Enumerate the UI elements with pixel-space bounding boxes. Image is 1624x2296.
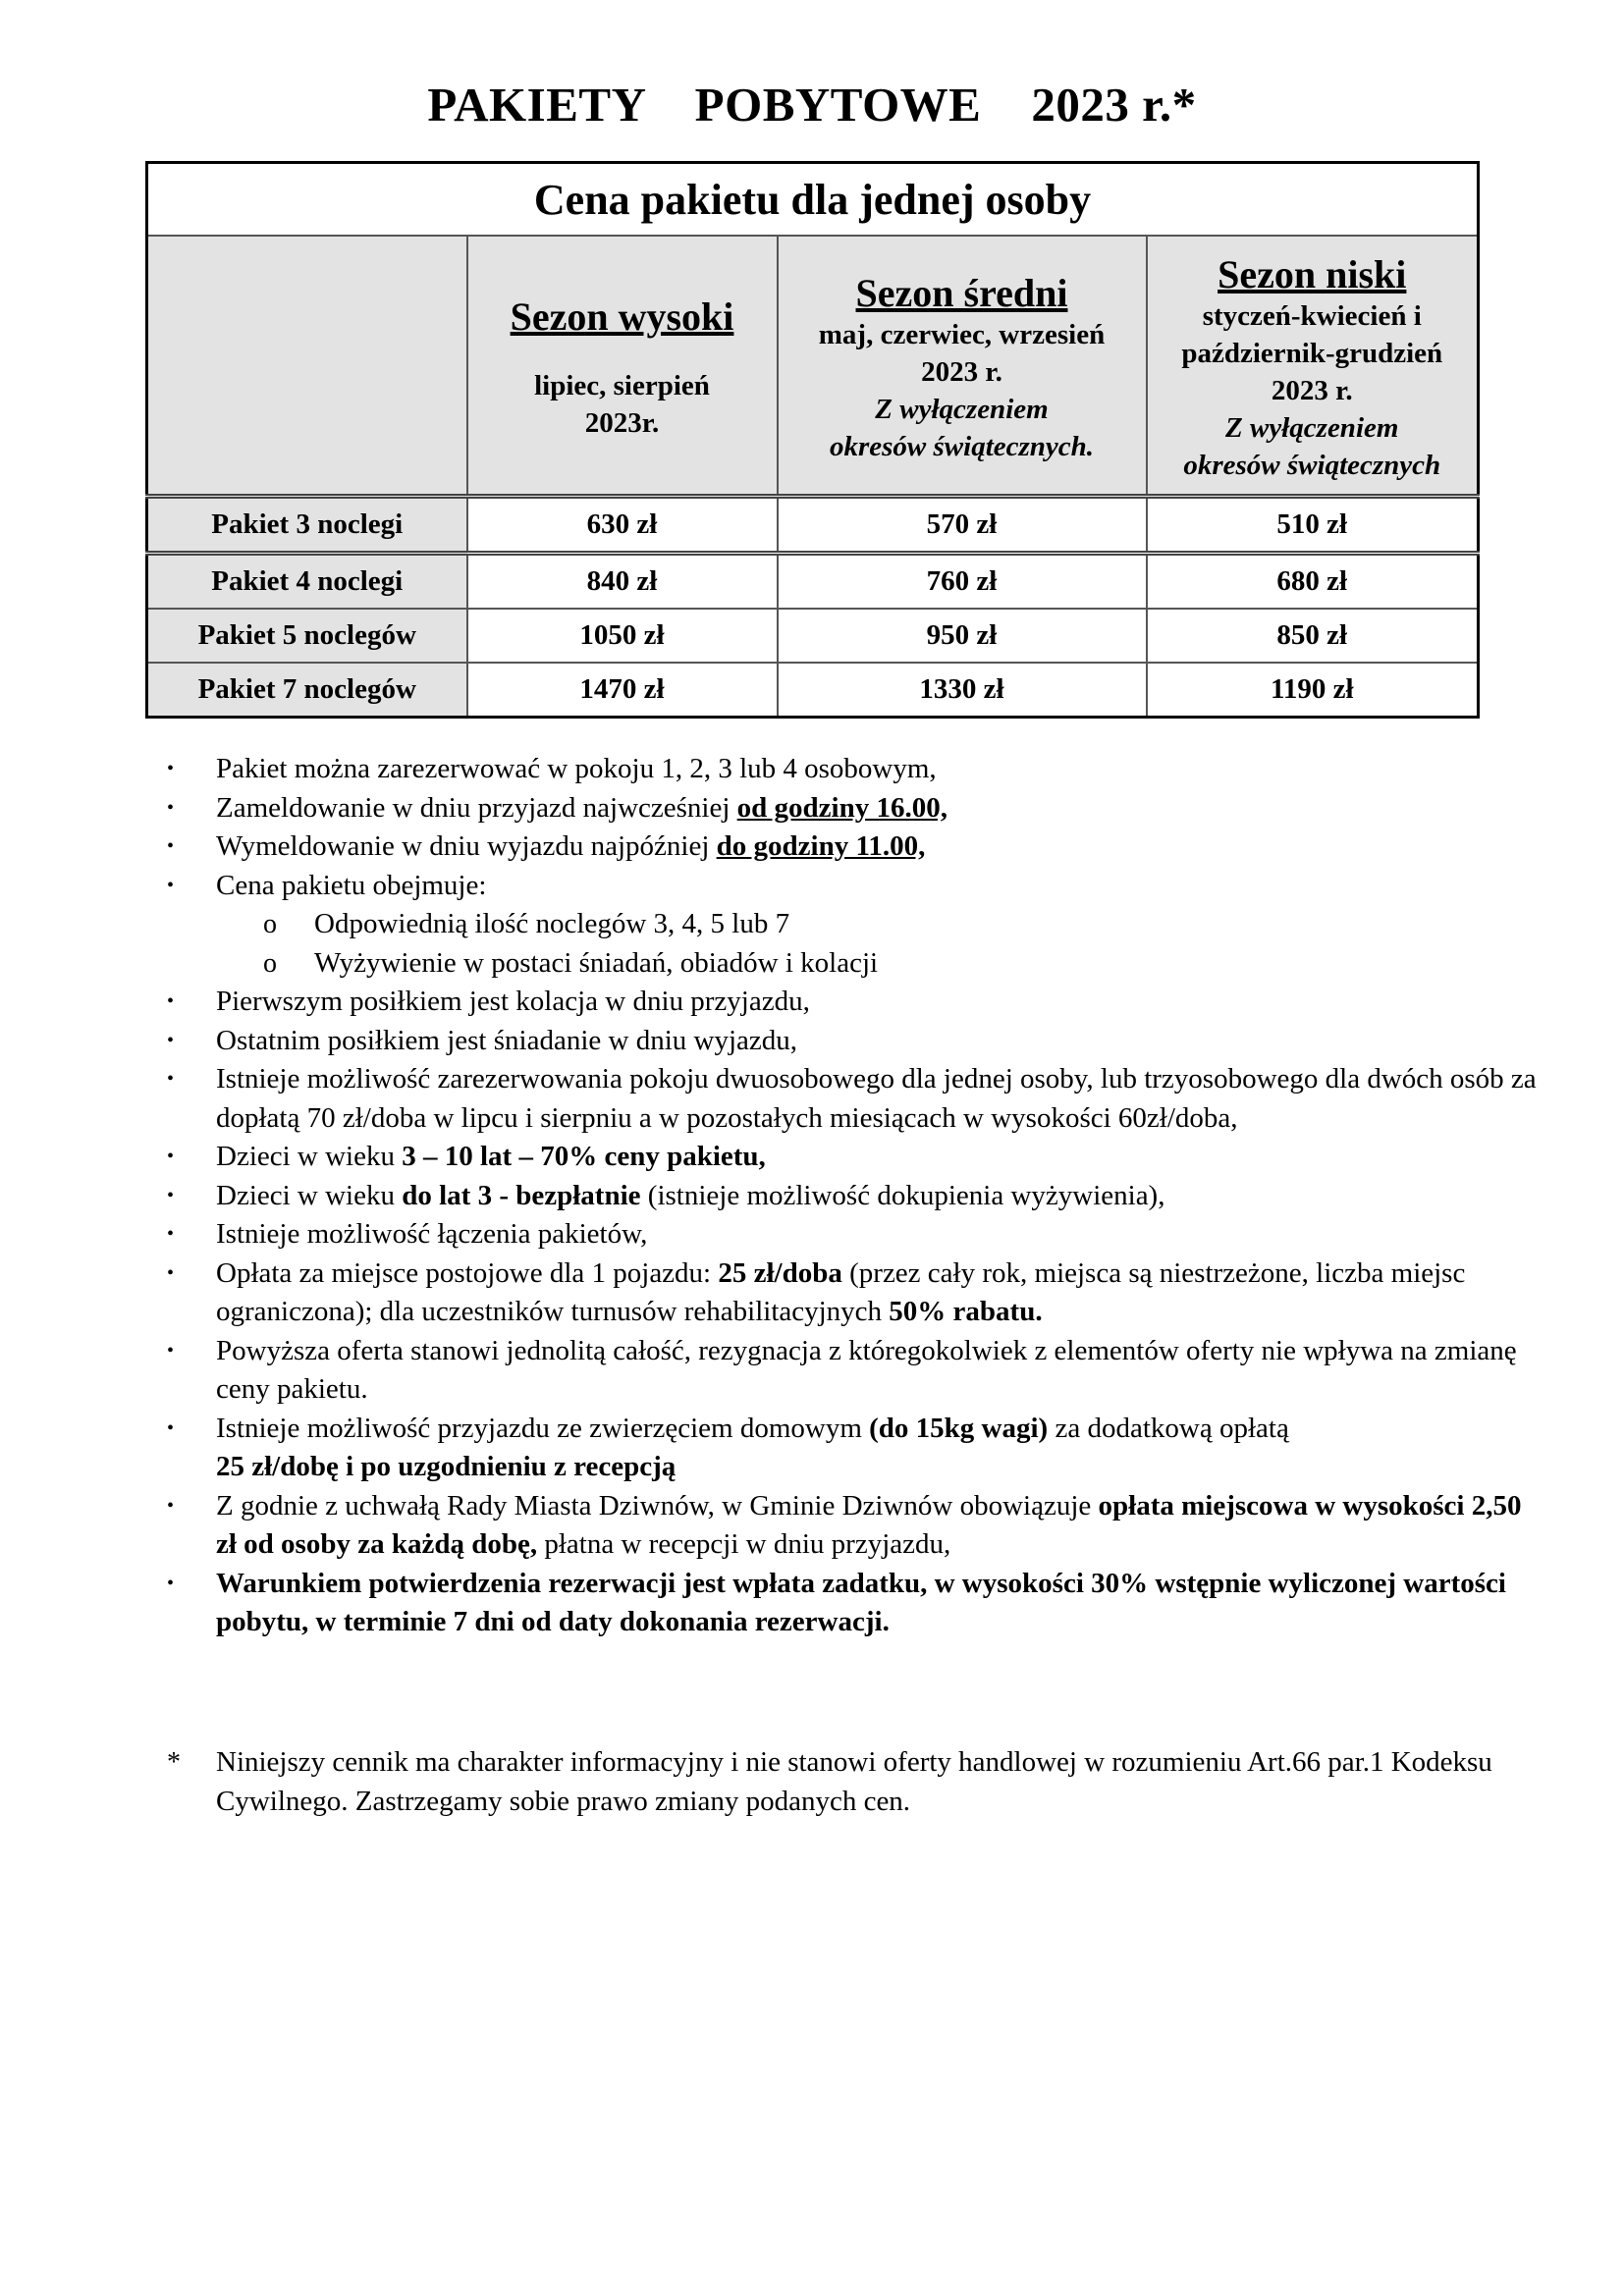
- list-item: [167, 1060, 1542, 1138]
- bullet-icon: •: [167, 1029, 175, 1051]
- package-label: Pakiet 5 noclegów: [147, 609, 467, 663]
- list-item: [167, 789, 1542, 828]
- circle-bullet-icon: o: [263, 947, 277, 979]
- season-exclusion: okresów świątecznych: [1183, 450, 1441, 481]
- sub-list-item: [167, 944, 1542, 984]
- note-emphasis: 25 zł/doba: [718, 1256, 842, 1289]
- table-row: [147, 609, 1479, 663]
- bullet-icon: •: [167, 1416, 175, 1439]
- notes-list: [167, 750, 1542, 1642]
- season-high-header: [467, 236, 778, 497]
- bullet-icon: •: [167, 1261, 175, 1284]
- list-item: [167, 828, 1542, 867]
- note-text: Powyższa oferta stanowi jednolitą całość, rezygnacja z któregokolwiek z elementów oferty nie wpływa na zmianę ceny pakietu.: [216, 1334, 1517, 1405]
- bullet-icon: •: [167, 1223, 175, 1245]
- note-emphasis: 3 – 10 lat – 70% ceny pakietu,: [402, 1141, 766, 1172]
- asterisk-icon: *: [167, 1747, 181, 1778]
- note-text: Pierwszym posiłkiem jest kolacja w dniu przyjazdu,: [216, 986, 810, 1017]
- note-text: Ostatnim posiłkiem jest śniadanie w dniu wyjazdu,: [216, 1024, 797, 1056]
- price-cell: 760 zł: [778, 554, 1147, 610]
- season-name: Sezon średni: [855, 271, 1068, 315]
- list-item: [167, 1255, 1542, 1332]
- price-cell: 1190 zł: [1147, 663, 1479, 718]
- season-year: 2023 r.: [1271, 375, 1353, 406]
- circle-bullet-icon: o: [263, 909, 277, 939]
- season-months: maj, czerwiec, wrzesień: [818, 319, 1106, 350]
- list-item: [167, 1565, 1542, 1642]
- package-label: Pakiet 3 noclegi: [147, 497, 467, 554]
- note-text: Istnieje możliwość łączenia pakietów,: [216, 1218, 648, 1250]
- bullet-icon: •: [167, 1184, 175, 1206]
- package-label: Pakiet 7 noclegów: [147, 663, 467, 718]
- price-cell: 840 zł: [467, 554, 778, 610]
- list-item: [167, 1332, 1542, 1410]
- sub-list-item: [167, 905, 1542, 944]
- price-cell: 1330 zł: [778, 663, 1147, 718]
- bullet-icon: •: [167, 1339, 175, 1362]
- page-title: PAKIETY POBYTOWE 2023 r.*: [427, 78, 1197, 132]
- price-cell: 570 zł: [778, 497, 1147, 554]
- bullet-icon: •: [167, 1572, 175, 1594]
- list-item: [167, 1022, 1542, 1061]
- season-year: 2023r.: [584, 407, 660, 439]
- note-emphasis: do lat 3 - bezpłatnie: [402, 1179, 641, 1211]
- note-text: Z godnie z uchwałą Rady Miasta Dziwnów, w Gminie Dziwnów obowiązuje: [216, 1489, 1099, 1522]
- note-text: Wyżywienie w postaci śniadań, obiadów i kolacji: [314, 946, 879, 979]
- bullet-icon: •: [167, 990, 175, 1012]
- footnote: [167, 1743, 1542, 1821]
- season-low-header: [1147, 236, 1479, 497]
- price-cell: 1470 zł: [467, 663, 778, 718]
- list-item: [167, 1487, 1542, 1565]
- price-cell: 950 zł: [778, 609, 1147, 663]
- season-exclusion: Z wyłączeniem: [875, 394, 1049, 425]
- bullet-icon: •: [167, 874, 175, 896]
- note-text: płatna w recepcji w dniu przyjazdu,: [537, 1528, 951, 1560]
- season-name: Sezon niski: [1218, 252, 1407, 296]
- note-text: (istnieje możliwość dokupienia wyżywienia),: [640, 1179, 1165, 1211]
- table-row: [147, 554, 1479, 610]
- note-emphasis: (do 15kg wagi): [869, 1412, 1049, 1444]
- season-months: październik-grudzień: [1181, 338, 1443, 369]
- note-text: Istnieje możliwość przyjazdu ze zwierzęciem domowym: [216, 1412, 870, 1444]
- bullet-icon: •: [167, 1494, 175, 1517]
- note-text: Dzieci w wieku: [216, 1179, 403, 1211]
- note-emphasis: do godziny 11.00,: [716, 830, 926, 862]
- note-emphasis: 50% rabatu.: [889, 1296, 1043, 1327]
- bullet-icon: •: [167, 758, 175, 779]
- bullet-icon: •: [167, 796, 175, 819]
- package-label: Pakiet 4 noclegi: [147, 554, 467, 610]
- note-text: Zameldowanie w dniu przyjazd najwcześniej: [216, 791, 737, 824]
- table-row: [147, 497, 1479, 554]
- price-cell: 680 zł: [1147, 554, 1479, 610]
- season-exclusion: Z wyłączeniem: [1225, 412, 1399, 444]
- bullet-icon: •: [167, 835, 175, 857]
- list-item: [167, 983, 1542, 1022]
- table-row: [147, 663, 1479, 718]
- bullet-icon: •: [167, 1146, 175, 1167]
- list-item: [167, 1410, 1542, 1487]
- season-year: 2023 r.: [921, 356, 1002, 388]
- season-months: lipiec, sierpień: [534, 370, 710, 401]
- season-name: Sezon wysoki: [510, 294, 734, 339]
- note-text: Dzieci w wieku: [216, 1141, 403, 1172]
- footnote-text: Niniejszy cennik ma charakter informacyjny i nie stanowi oferty handlowej w rozumieniu Art.66 par.1 Kodeksu Cywilnego. Zastrzegamy sobie prawo zmiany podanych cen.: [216, 1746, 1492, 1817]
- list-item: [167, 867, 1542, 906]
- price-cell: 850 zł: [1147, 609, 1479, 663]
- note-emphasis: 25 zł/dobę i po uzgodnieniu z recepcją: [216, 1451, 677, 1482]
- note-text: Istnieje możliwość zarezerwowania pokoju dwuosobowego dla jednej osoby, lub trzyosobowego dla dwóch osób za dopłatą 70 zł/doba w lipcu i sierpniu a w pozostałych miesiącach w wysokości 60zł/doba,: [216, 1063, 1537, 1134]
- note-emphasis: od godziny 16.00,: [736, 791, 947, 824]
- price-cell: 1050 zł: [467, 609, 778, 663]
- price-cell: 630 zł: [467, 497, 778, 554]
- note-text: Cena pakietu obejmuje:: [216, 869, 487, 901]
- table-caption: Cena pakietu dla jednej osoby: [147, 163, 1479, 237]
- note-text: za dodatkową opłatą: [1048, 1412, 1289, 1444]
- list-item: [167, 1177, 1542, 1216]
- note-emphasis: Warunkiem potwierdzenia rezerwacji jest wpłata zadatku, w wysokości 30% wstępnie wyliczonej wartości pobytu, w terminie 7 dni od daty dokonania rezerwacji.: [216, 1567, 1506, 1637]
- bullet-icon: •: [167, 1068, 175, 1090]
- season-mid-header: [778, 236, 1147, 497]
- note-text: Opłata za miejsce postojowe dla 1 pojazdu:: [216, 1256, 719, 1289]
- list-item: [167, 1138, 1542, 1177]
- price-table: [145, 161, 1480, 719]
- season-months: styczeń-kwiecień i: [1202, 300, 1422, 332]
- list-item: [167, 1215, 1542, 1255]
- season-exclusion: okresów świątecznych.: [829, 431, 1095, 462]
- note-text: Pakiet można zarezerwować w pokoju 1, 2, 3 lub 4 osobowym,: [216, 753, 937, 784]
- note-text: Odpowiednią ilość noclegów 3, 4, 5 lub 7: [314, 908, 790, 939]
- list-item: [167, 750, 1542, 789]
- note-emphasis: opłata miejscowa w wysokości 2,50 zł od osoby za każdą dobę,: [216, 1489, 1522, 1560]
- price-cell: 510 zł: [1147, 497, 1479, 554]
- empty-header-cell: [147, 236, 467, 497]
- note-text: (przez cały rok, miejsca są niestrzeżone, liczba miejsc ograniczona); dla uczestników turnusów rehabilitacyjnych: [216, 1256, 1466, 1327]
- note-text: Wymeldowanie w dniu wyjazdu najpóźniej: [216, 830, 717, 862]
